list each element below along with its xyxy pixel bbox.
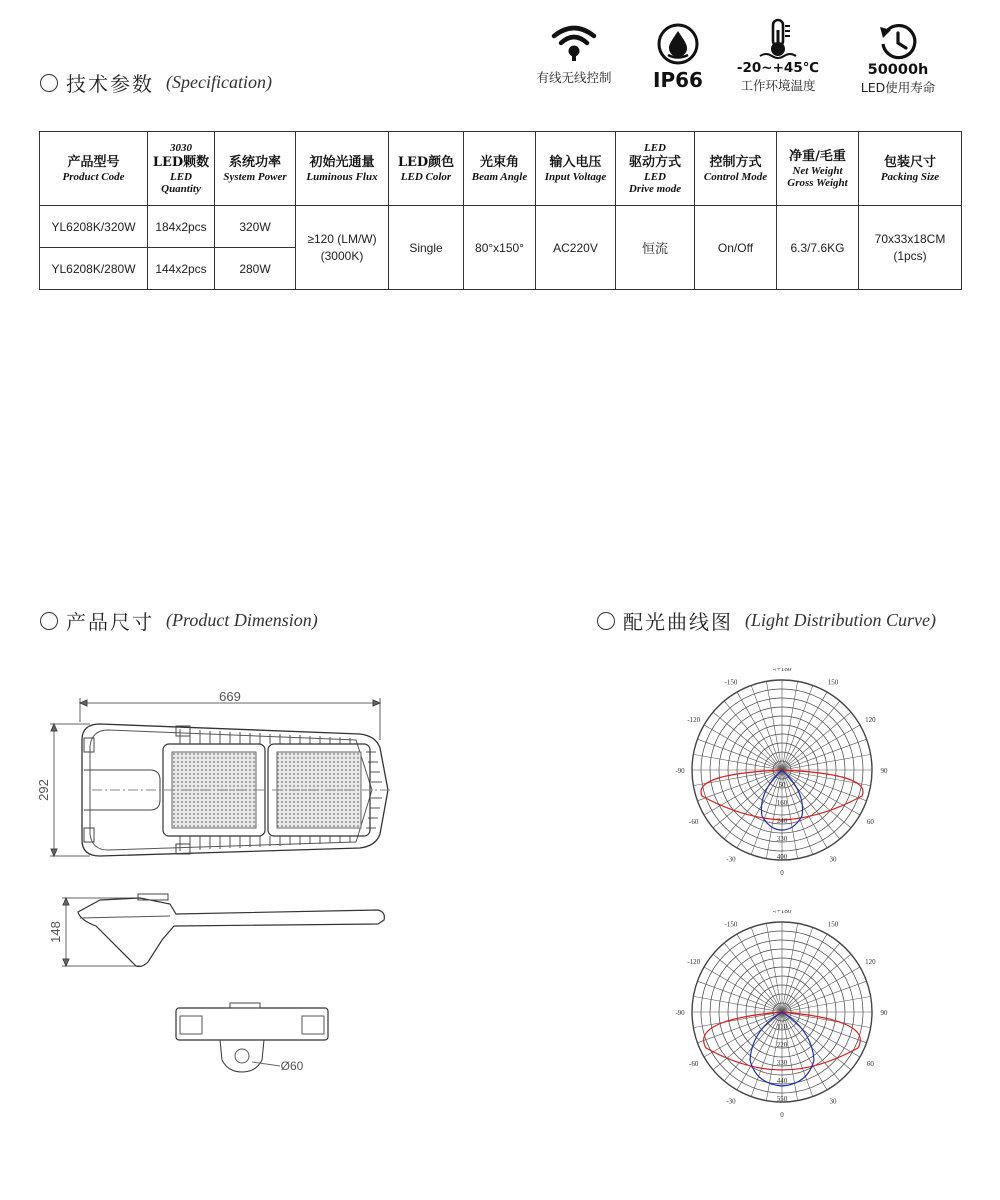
polar-ring-label: 330 [776, 1059, 788, 1067]
cell-voltage: AC220V [536, 206, 616, 290]
feature-wireless-label: 有线无线控制 [536, 70, 612, 85]
feature-temperature-value: -20~+45℃ [736, 60, 820, 76]
header-beam-angle: 光束角 Beam Angle [464, 132, 536, 206]
polar-ring-label: 240 [776, 817, 788, 825]
curve-title-en: (Light Distribution Curve) [745, 610, 937, 630]
header-led-quantity: 3030 LED颗数 LED Quantity [148, 132, 215, 206]
feature-lifetime-label: LED使用寿命 [860, 80, 936, 95]
header-drive-mode: LED 驱动方式 LED Drive mode [616, 132, 695, 206]
cell-flux: ≥120 (LM/W) (3000K) [296, 206, 389, 290]
header-system-power: 系统功率 System Power [215, 132, 296, 206]
polar-ring-label: 400 [776, 853, 788, 861]
header-luminous-flux: 初始光通量 Luminous Flux [296, 132, 389, 206]
polar-ring-label: 50 [778, 781, 786, 789]
polar-angle-label: 60 [866, 1060, 874, 1068]
polar-ring-label: 110 [776, 1023, 788, 1031]
polar-angle-label: -120 [687, 716, 701, 724]
polar-angle-label: 0 [780, 1111, 784, 1119]
header-input-voltage: 输入电压 Input Voltage [536, 132, 616, 206]
polar-angle-label: 120 [865, 716, 876, 724]
dimension-length-label: 669 [219, 689, 241, 704]
cell-control: On/Off [695, 206, 777, 290]
cell-qty: 184x2pcs [148, 206, 215, 248]
dimension-width-label: 292 [36, 779, 51, 801]
polar-angle-label: -30 [726, 855, 736, 864]
polar-angle-label: 150 [827, 678, 839, 687]
polar-angle-label: 30 [829, 1097, 837, 1106]
curve-title-cn: 配光曲线图 [623, 610, 733, 634]
dimension-height-label: 148 [48, 921, 63, 943]
header-packing-size: 包装尺寸 Packing Size [859, 132, 962, 206]
cell-code: YL6208K/280W [40, 248, 148, 290]
cell-power: 280W [215, 248, 296, 290]
front-view [176, 1003, 328, 1072]
polar-angle-label: -90 [675, 767, 685, 775]
header-weight: 净重/毛重 Net Weight Gross Weight [777, 132, 859, 206]
cell-qty: 144x2pcs [148, 248, 215, 290]
polar-angle-label: -150 [724, 920, 738, 929]
dimension-title-cn: 产品尺寸 [66, 610, 154, 634]
top-view [50, 698, 392, 856]
polar-angle-label: 120 [865, 958, 876, 966]
polar-angle-label: -90 [675, 1009, 685, 1017]
cell-weight: 6.3/7.6KG [777, 206, 859, 290]
header-product-code: 产品型号 Product Code [40, 132, 148, 206]
polar-angle-label: 150 [827, 920, 839, 929]
polar-angle-label: -60 [688, 818, 699, 826]
polar-ring-label: 220 [776, 1041, 788, 1049]
cell-beam: 80°x150° [464, 206, 536, 290]
polar-angle-label: -/+180 [772, 668, 792, 673]
cell-code: YL6208K/320W [40, 206, 148, 248]
polar-angle-label: 0 [780, 869, 784, 877]
cell-color: Single [389, 206, 464, 290]
header-led-color: LED颜色 LED Color [389, 132, 464, 206]
dimension-title-en: (Product Dimension) [166, 610, 318, 630]
polar-angle-label: -60 [688, 1060, 699, 1068]
polar-angle-label: -150 [724, 678, 738, 687]
cell-power: 320W [215, 206, 296, 248]
cell-packing: 70x33x18CM (1pcs) [859, 206, 962, 290]
header-control-mode: 控制方式 Control Mode [695, 132, 777, 206]
polar-angle-label: -30 [726, 1097, 736, 1106]
feature-ip66-label: IP66 [653, 68, 703, 92]
polar-ring-label: 330 [776, 835, 788, 843]
spec-title-cn: 技术参数 [66, 72, 154, 96]
polar-angle-label: 30 [829, 855, 837, 864]
cell-drive: 恒流 [616, 206, 695, 290]
polar-angle-label: 90 [880, 767, 888, 775]
polar-ring-label: 160 [776, 799, 788, 807]
side-view [62, 894, 384, 967]
dimension-pole-label: Ø60 [280, 1059, 304, 1073]
polar-angle-label: -/+180 [772, 910, 792, 915]
feature-lifetime-value: 50000h [867, 62, 929, 78]
feature-temperature-label: 工作环境温度 [740, 78, 816, 93]
polar-ring-label: 550 [776, 1095, 788, 1103]
polar-ring-label: 440 [776, 1077, 788, 1085]
polar-angle-label: -120 [687, 958, 701, 966]
polar-angle-label: 90 [880, 1009, 888, 1017]
polar-angle-label: 60 [866, 818, 874, 826]
spec-title-en: (Specification) [166, 72, 272, 92]
polar-chart-2 [662, 910, 902, 1130]
polar-chart-1 [662, 668, 902, 888]
